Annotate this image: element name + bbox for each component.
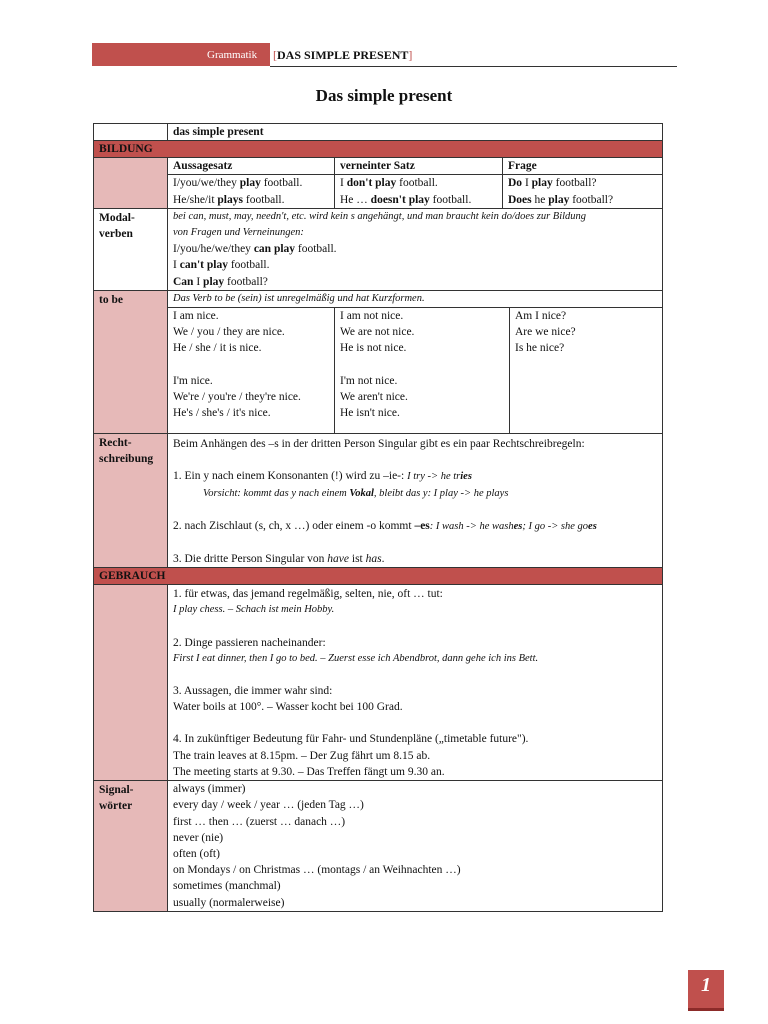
aussage-cell: I/you/we/they play football. He/she/it plays football.	[168, 175, 335, 207]
signal-row	[94, 780, 662, 911]
gebrauch-row	[94, 584, 662, 780]
table-topic: das simple present	[173, 126, 264, 138]
col-verneinter-satz: verneinter Satz	[335, 158, 503, 174]
list-item: usually (normalerweise)	[173, 896, 285, 909]
modal-label: Modal- verben	[94, 209, 168, 290]
verneint-cell: I don't play football. He … doesn't play football.	[335, 175, 503, 207]
section-label-bildung: BILDUNG	[94, 141, 662, 157]
list-item: never (nie)	[173, 831, 224, 844]
rechtschreibung-label: Recht- schreibung	[94, 434, 168, 567]
section-label-gebrauch: GEBRAUCH	[94, 568, 662, 584]
header-rule	[270, 66, 677, 67]
bildung-row	[94, 157, 662, 208]
page-title: Das simple present	[315, 86, 453, 105]
section-gebrauch	[94, 567, 662, 584]
rechtschreibung-row	[94, 433, 662, 567]
section-bildung	[94, 140, 662, 157]
signal-label: Signal- wörter	[94, 781, 168, 911]
tobe-negative: I am not nice. We are not nice. He is not nice. I'm not nice. We aren't nice. He isn't nice.	[335, 308, 510, 433]
gebrauch-content: 1. für etwas, das jemand regelmäßig, selten, nie, oft … tut: I play chess. – Schach ist mein Hobby. 2. Dinge passieren nacheinander: First I eat dinner, then I go to bed. – Zuerst esse ich Abendbrot, dann gehe ich ins Bett. 3. Aussagen, die immer wahr sind: Water boils at 100°. – Wasser kocht bei 100 Grad. 4. In zukünftiger Bedeutung für Fahr- und Stundenpläne („timetable future"). The train leaves at 8.15pm. – Der Zug fährt um 8.15 ab. The meeting starts at 9.30. – Das Treffen fängt um 9.30 an.	[173, 588, 539, 778]
frage-cell: Do I play football? Does he play football?	[508, 177, 614, 206]
tobe-questions: Am I nice? Are we nice? Is he nice?	[515, 310, 576, 355]
page-number-underline	[688, 1008, 724, 1011]
tobe-row	[94, 290, 662, 433]
signal-list	[168, 781, 662, 911]
rechtschreibung-content: Beim Anhängen des –s in der dritten Person Singular gibt es ein paar Rechtschreibregeln: 1. Ein y nach einem Konsonanten (!) wird zu –ie-: I try -> he tries Vorsicht: kommt das y nach einem Vokal, bleibt das y: I play -> he plays 2. nach Zischlaut (s, ch, x …) oder einem -o kommt –es: I wash -> he washes; I go -> she goes 3. Die dritte Person Singular von have ist has.	[173, 438, 597, 566]
list-item: on Mondays / on Christmas … (montags / an Weihnachten …)	[173, 864, 461, 877]
tobe-label: to be	[94, 291, 168, 433]
grammar-table	[93, 123, 663, 912]
modal-content: bei can, must, may, needn't, etc. wird kein s angehängt, und man braucht kein do/does zur Bildung von Fragen und Verneinungen: I/you/he/we/they can play football. I can't play football. Can I play football?	[173, 210, 587, 288]
list-item: first … then … (zuerst … danach …)	[173, 815, 346, 828]
col-aussagesatz: Aussagesatz	[168, 158, 335, 174]
list-item: sometimes (manchmal)	[173, 880, 281, 893]
list-item: always (immer)	[173, 783, 246, 796]
tobe-note: Das Verb to be (sein) ist unregelmäßig und hat Kurzformen.	[173, 292, 425, 304]
header-title: [DAS SIMPLE PRESENT]	[273, 48, 413, 62]
page-number: 1	[688, 970, 724, 1010]
col-frage: Frage	[508, 160, 537, 173]
table-header-row	[94, 124, 662, 140]
header-section: Grammatik	[207, 49, 258, 61]
header-title-text: DAS SIMPLE PRESENT	[277, 48, 409, 62]
modal-row	[94, 208, 662, 290]
tobe-affirmative: I am nice. We / you / they are nice. He / she / it is nice. I'm nice. We're / you're / they're nice. He's / she's / it's nice.	[168, 308, 335, 433]
list-item: often (oft)	[173, 847, 220, 860]
list-item: every day / week / year … (jeden Tag …)	[173, 799, 364, 812]
